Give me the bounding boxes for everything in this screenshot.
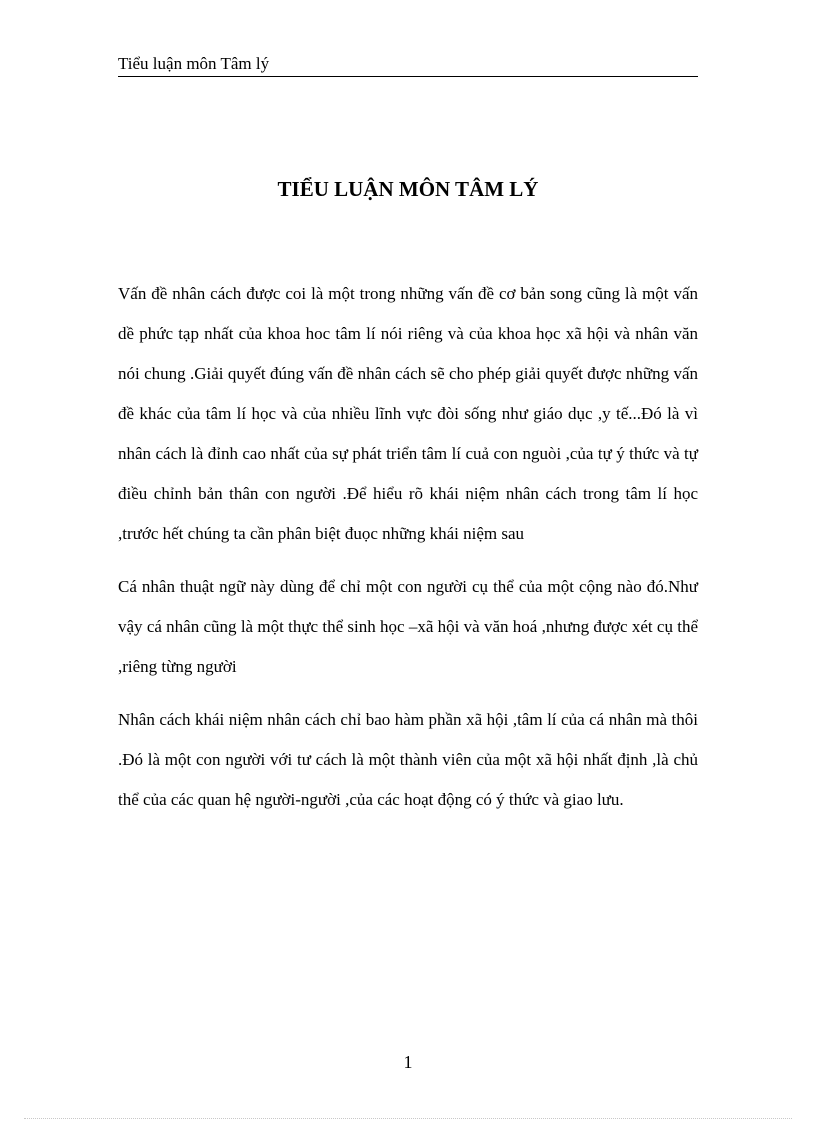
page-number: 1 xyxy=(403,1052,413,1072)
document-title: TIỂU LUẬN MÔN TÂM LÝ xyxy=(277,177,539,201)
paragraph-nhan-cach: Nhân cách khái niệm nhân cách chỉ bao hàm phần xã hội ,tâm lí của cá nhân mà thôi .Đó là một con người với tư cách là một thành viên của một xã hội nhất định ,là chủ thể của các quan hệ người-người ,của các hoạt động có ý thức và giao lưu. xyxy=(118,710,698,809)
paragraph-intro: Vấn đề nhân cách được coi là một trong những vấn đề cơ bản song cũng là một vấn dề phức tạp nhất của khoa hoc tâm lí nói riêng và của khoa học xã hội và nhân văn nói chung .Giải quyết đúng vấn đề nhân cách sẽ cho phép giải quyết được những vấn đề khác của tâm lí học và của nhiều lĩnh vực đòi sống như giáo dục ,y tế...Đó là vì nhân cách là đỉnh cao nhất của sự phát triển tâm lí cuả con nguòi ,của tự ý thức và tự điều chỉnh bản thân con người .Để hiểu rõ khái niệm nhân cách trong tâm lí học ,trước hết chúng ta cần phân biệt đuọc những khái niệm sau xyxy=(118,284,698,543)
paragraph-ca-nhan: Cá nhân thuật ngữ này dùng để chỉ một con người cụ thể của một cộng nào đó.Như vậy cá nhân cũng là một thực thể sinh học –xã hội và văn hoá ,nhưng được xét cụ thể ,riêng từng người xyxy=(118,577,698,676)
document-body xyxy=(118,274,698,833)
page-edge-divider xyxy=(24,1118,792,1119)
running-header: Tiểu luận môn Tâm lý xyxy=(118,54,698,77)
